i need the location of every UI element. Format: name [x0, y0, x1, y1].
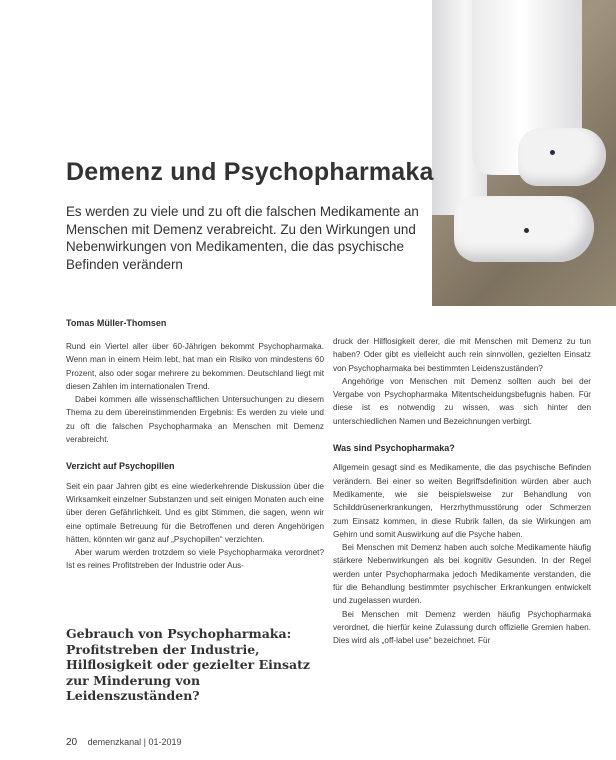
- article-lead: Es werden zu viele und zu oft die falschen Medikamente an Menschen mit Demenz verabreicht. Zu den Wirkungen und Nebenwirkungen von Medikamenten, die das psychische Befinden verändern: [66, 204, 419, 272]
- article-title: Demenz und Psychopharmaka: [66, 158, 434, 186]
- paragraph: Angehörige von Menschen mit Demenz sollten auch bei der Vergabe von Psychopharmaka Mitentscheidungsbefugnis haben. Für diese ist es notwendig zu wissen, was sich hinter den unterschiedlichen Namen und Bezeichnungen verbirgt.: [333, 376, 591, 426]
- paragraph: Allgemein gesagt sind es Medikamente, die das psychische Befinden verändern. Bei einer so weiten Begriffsdefinition würden aber auch Medikamente, wie sie beispielsweise zur Behandlung von Schilddrüsenerkrankungen, Herzrhythmusstörung oder Schmerzen zum Einsatz kommen, in diese Rubrik fallen, da sie Wirkungen am Gehirn und somit Auswirkung auf die Psyche haben.: [333, 463, 591, 539]
- publication-info: demenzkanal | 01-2019: [87, 737, 182, 747]
- paragraph: Seit ein paar Jahren gibt es eine wiederkehrende Diskussion über die Wirksamkeit einzelner Substanzen und seit einigen Monaten auch eine über deren Gefährlichkeit. Und es gibt Stimmen, die sagen, wenn wir eine optimale Betreuung für die Betroffenen und deren Angehörigen hätten, könnten wir ganz auf „Psychopillen“ verzichten.: [66, 481, 324, 544]
- text-column-right: [333, 335, 591, 648]
- shoe-stain: [550, 150, 555, 155]
- shoe-stain: [524, 228, 529, 233]
- paragraph: druck der Hilflosigkeit derer, die mit Menschen mit Demenz zu tun haben? Oder gibt es vielleicht auch rein sinnvollen, gezielten Einsatz von Psychopharmaka bei bestimmten Leidenszuständen?: [333, 337, 591, 373]
- article-photo-feet-in-white-shoes: [432, 0, 616, 306]
- paragraph: Bei Menschen mit Demenz werden häufig Psychopharmaka verordnet, die hierfür keine Zulassung durch offizielle Gremien haben. Dies wird als „off-label use“ bezeichnet. Für: [333, 609, 591, 646]
- pull-quote: Gebrauch von Psychopharmaka: Profitstreben der Industrie, Hilflosigkeit oder gezielter Einsatz zur Minderung von Leidenszuständen?: [66, 626, 310, 703]
- paragraph: Rund ein Viertel aller über 60-Jährigen bekommt Psychopharmaka. Wenn man in einem Heim lebt, hat man ein Risiko von mindestens 60 Prozent, also oder sogar mehrere zu bekommen. Deutschland liegt mit diesen Zahlen im internationalen Trend.: [66, 342, 324, 391]
- article-author: Tomas Müller-Thomsen: [66, 318, 167, 328]
- paragraph: Dabei kommen alle wissenschaftlichen Untersuchungen zu diesem Thema zu dem übereinstimmenden Ergebnis: Es werden zu viele und zu oft die falschen Psychopharmaka an Menschen mit Demenz verabreicht.: [66, 395, 324, 445]
- paragraph: Aber warum werden trotzdem so viele Psychopharmaka verordnet? Ist es reines Profitstreben der Industrie oder Aus-: [66, 548, 324, 571]
- page-footer: [66, 737, 182, 748]
- section-heading: Verzicht auf Psychopillen: [66, 461, 175, 472]
- text-column-left: [66, 340, 324, 573]
- shoe-right: [518, 128, 606, 186]
- section-heading: Was sind Psychopharmaka?: [333, 443, 455, 454]
- paragraph: Bei Menschen mit Demenz haben auch solche Medikamente häufig stärkere Nebenwirkungen als bei kognitiv Gesunden. In der Regel werden unter Psychopharmaka jedoch Medikamente verstanden, die für die Behandlung bestimmter psychischer Erkrankungen entwickelt und zugelassen wurden.: [333, 543, 591, 606]
- page-number: 20: [66, 737, 78, 748]
